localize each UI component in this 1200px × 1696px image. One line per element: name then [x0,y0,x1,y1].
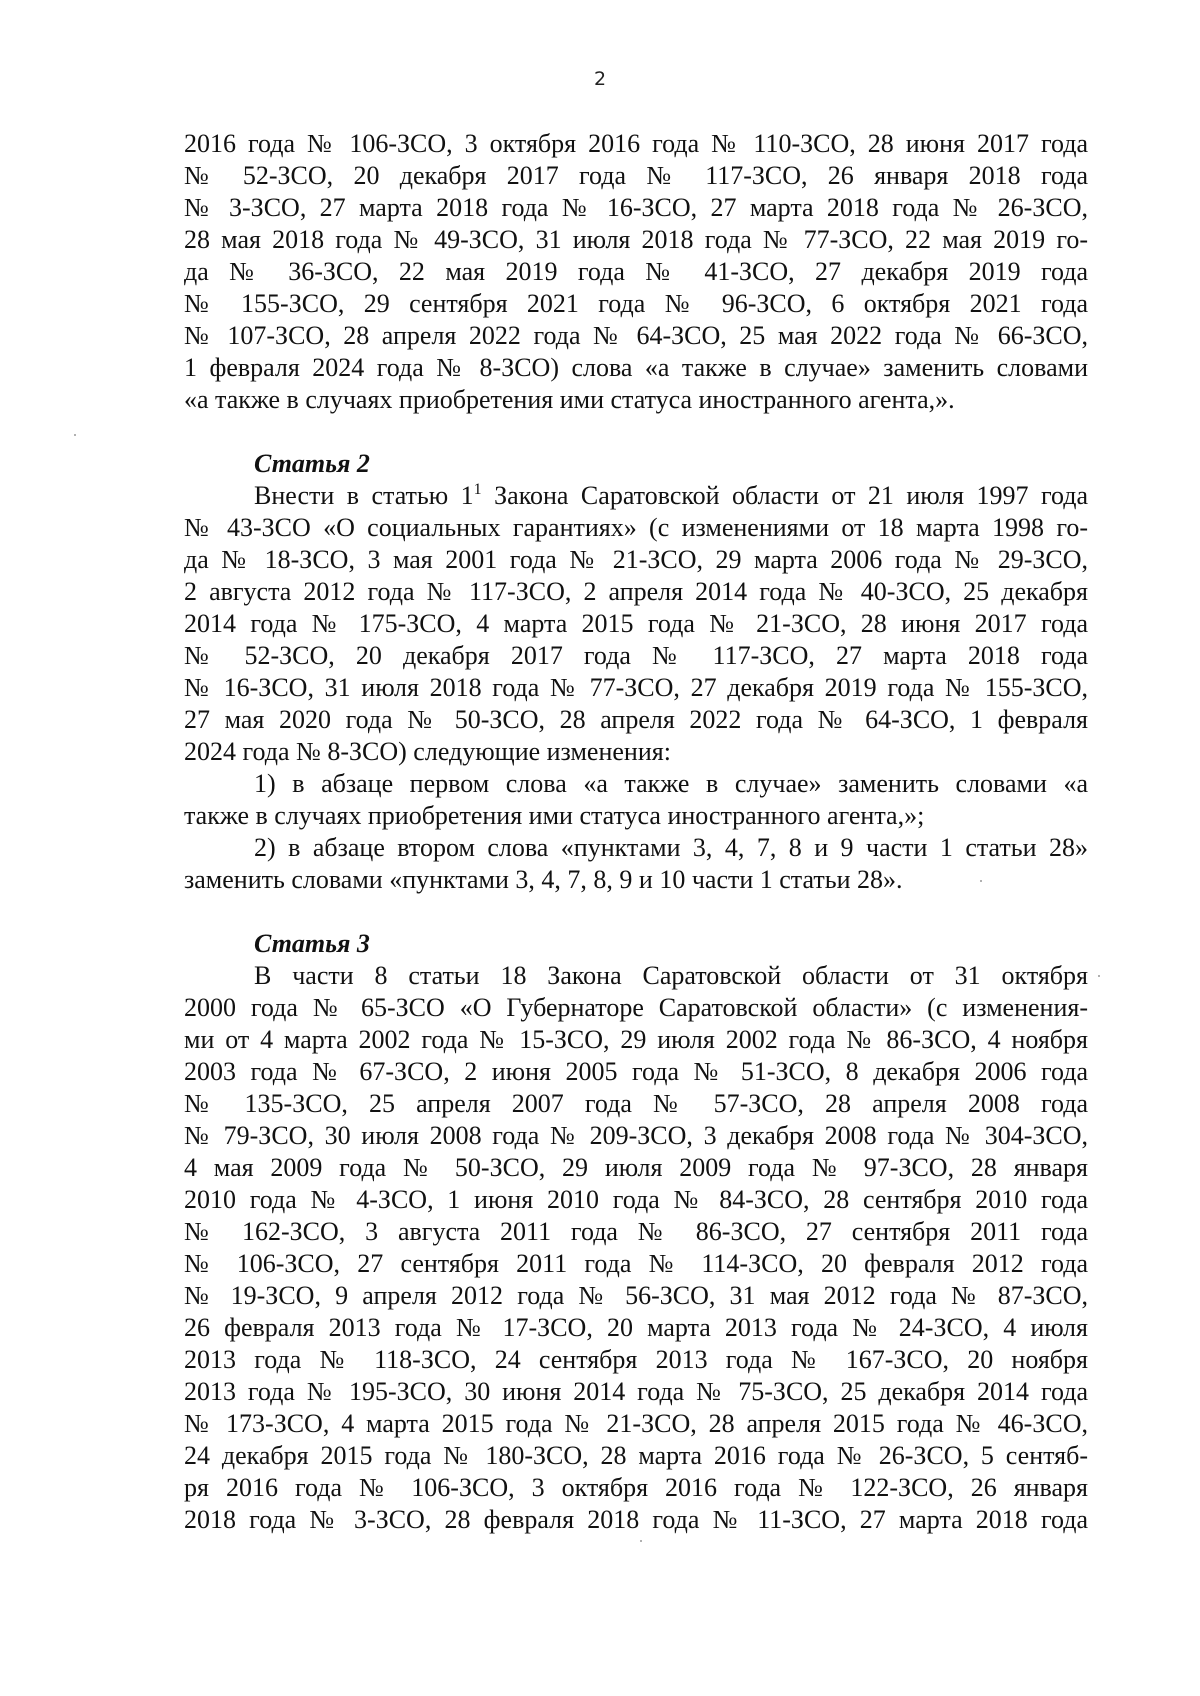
text-line: № 135-ЗСО, 25 апреля 2007 года № 57-ЗСО, 28 апреля 2008 года [184,1089,1088,1118]
text-line: № 173-ЗСО, 4 марта 2015 года № 21-ЗСО, 28 апреля 2015 года № 46-ЗСО, [184,1409,1088,1438]
scan-speck [1098,975,1100,977]
scan-speck [980,880,982,882]
text-line: 2010 года № 4-ЗСО, 1 июня 2010 года № 84-ЗСО, 28 сентября 2010 года [184,1185,1088,1214]
article-2-heading: Статья 2 [254,449,370,478]
text-line: 4 мая 2009 года № 50-ЗСО, 29 июля 2009 года № 97-ЗСО, 28 января [184,1153,1088,1182]
text-line: В части 8 статьи 18 Закона Саратовской области от 31 октября [254,961,1088,990]
scan-speck [640,1540,642,1542]
text-line: 28 мая 2018 года № 49-ЗСО, 31 июля 2018 года № 77-ЗСО, 22 мая 2019 го- [184,225,1088,254]
text-line: 1 февраля 2024 года № 8-ЗСО) слова «а также в случае» заменить словами [184,353,1088,382]
text-line: ря 2016 года № 106-ЗСО, 3 октября 2016 года № 122-ЗСО, 26 января [184,1473,1088,1502]
superscript: 1 [473,481,482,498]
text-line: 2003 года № 67-ЗСО, 2 июня 2005 года № 51-ЗСО, 8 декабря 2006 года [184,1057,1088,1086]
page-number: 2 [593,68,607,90]
text-line: 2 августа 2012 года № 117-ЗСО, 2 апреля 2014 года № 40-ЗСО, 25 декабря [184,577,1088,606]
text-segment: Внести в статью 1 [254,481,474,510]
text-line: 2016 года № 106-ЗСО, 3 октября 2016 года № 110-ЗСО, 28 июня 2017 года [184,129,1088,158]
text-line: № 43-ЗСО «О социальных гарантиях» (с изменениями от 18 марта 1998 го- [184,513,1088,542]
text-line: ми от 4 марта 2002 года № 15-ЗСО, 29 июля 2002 года № 86-ЗСО, 4 ноября [184,1025,1088,1054]
text-line: № 16-ЗСО, 31 июля 2018 года № 77-ЗСО, 27 декабря 2019 года № 155-ЗСО, [184,673,1088,702]
text-line: № 106-ЗСО, 27 сентября 2011 года № 114-ЗСО, 20 февраля 2012 года [184,1249,1088,1278]
text-line: да № 18-ЗСО, 3 мая 2001 года № 21-ЗСО, 29 марта 2006 года № 29-ЗСО, [184,545,1088,574]
text-line: также в случаях приобретения ими статуса иностранного агента,»; [184,801,925,830]
text-line: № 19-ЗСО, 9 апреля 2012 года № 56-ЗСО, 31 мая 2012 года № 87-ЗСО, [184,1281,1088,1310]
text-line: 1) в абзаце первом слова «а также в случае» заменить словами «а [254,769,1088,798]
text-line: «а также в случаях приобретения ими статуса иностранного агента,». [184,385,955,414]
article-2-first-line [254,480,1088,512]
text-line: 2013 года № 195-ЗСО, 30 июня 2014 года № 75-ЗСО, 25 декабря 2014 года [184,1377,1088,1406]
text-line: № 52-ЗСО, 20 декабря 2017 года № 117-ЗСО, 26 января 2018 года [184,161,1088,190]
text-line: № 162-ЗСО, 3 августа 2011 года № 86-ЗСО, 27 сентября 2011 года [184,1217,1088,1246]
text-line: № 52-ЗСО, 20 декабря 2017 года № 117-ЗСО, 27 марта 2018 года [184,641,1088,670]
text-line: 27 мая 2020 года № 50-ЗСО, 28 апреля 2022 года № 64-ЗСО, 1 февраля [184,705,1088,734]
text-line: 2014 года № 175-ЗСО, 4 марта 2015 года № 21-ЗСО, 28 июня 2017 года [184,609,1088,638]
text-line: 2018 года № 3-ЗСО, 28 февраля 2018 года № 11-ЗСО, 27 марта 2018 года [184,1505,1088,1534]
text-line: 2000 года № 65-ЗСО «О Губернаторе Саратовской области» (с изменения- [184,993,1088,1022]
text-line: 26 февраля 2013 года № 17-ЗСО, 20 марта 2013 года № 24-ЗСО, 4 июля [184,1313,1088,1342]
text-line: № 155-ЗСО, 29 сентября 2021 года № 96-ЗСО, 6 октября 2021 года [184,289,1088,318]
text-line: № 3-ЗСО, 27 марта 2018 года № 16-ЗСО, 27 марта 2018 года № 26-ЗСО, [184,193,1088,222]
text-line: да № 36-ЗСО, 22 мая 2019 года № 41-ЗСО, 27 декабря 2019 года [184,257,1088,286]
text-line: 2013 года № 118-ЗСО, 24 сентября 2013 года № 167-ЗСО, 20 ноября [184,1345,1088,1374]
article-3-heading: Статья 3 [254,929,370,958]
text-line: № 79-ЗСО, 30 июля 2008 года № 209-ЗСО, 3 декабря 2008 года № 304-ЗСО, [184,1121,1088,1150]
text-line: 2) в абзаце втором слова «пунктами 3, 4, 7, 8 и 9 части 1 статьи 28» [254,833,1088,862]
text-line: 24 декабря 2015 года № 180-ЗСО, 28 марта 2016 года № 26-ЗСО, 5 сентяб- [184,1441,1088,1470]
text-line: заменить словами «пунктами 3, 4, 7, 8, 9 и 10 части 1 статьи 28». [184,865,903,894]
scan-speck [74,434,76,436]
text-segment: Закона Саратовской области от 21 июля 1997 года [481,481,1088,510]
text-line: № 107-ЗСО, 28 апреля 2022 года № 64-ЗСО, 25 мая 2022 года № 66-ЗСО, [184,321,1088,350]
text-line: 2024 года № 8-ЗСО) следующие изменения: [184,737,671,766]
